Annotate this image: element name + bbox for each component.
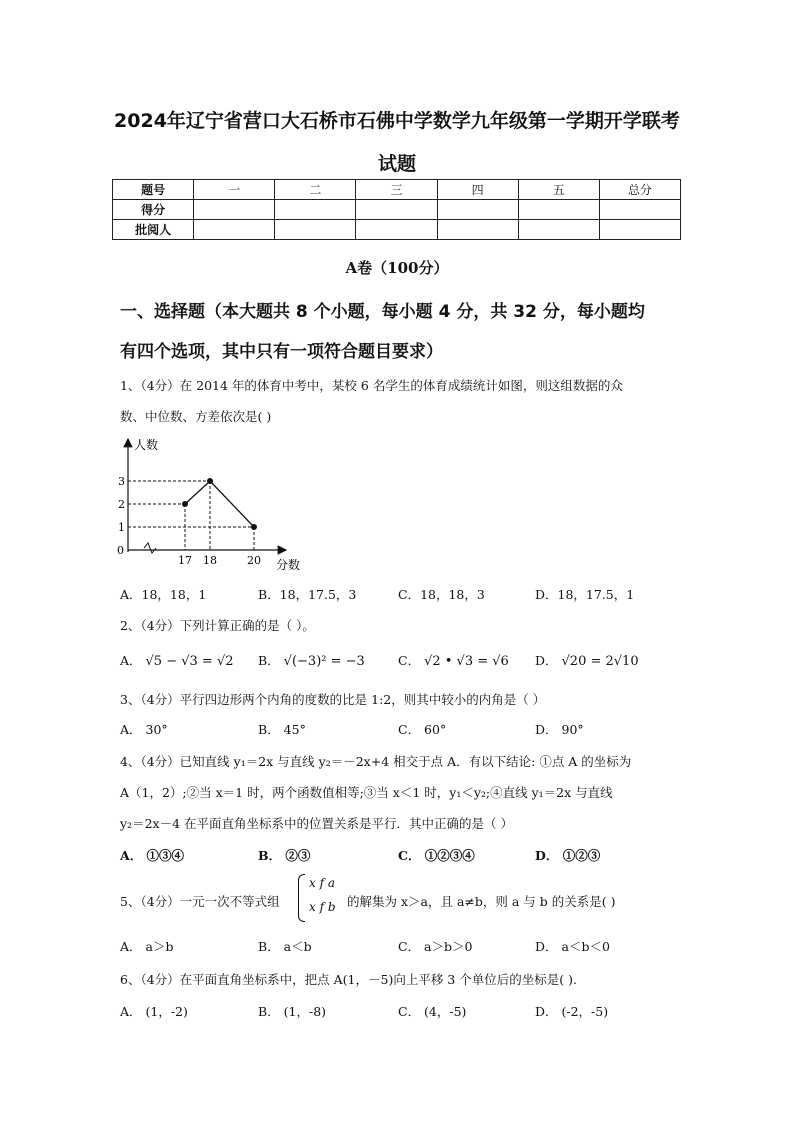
question-4-text-line3: y₂＝2x－4 在平面直角坐标系中的位置关系是平行．其中正确的是（ ） xyxy=(120,816,513,831)
q6-option-b[interactable]: B． (1，-8) xyxy=(258,1004,327,1019)
x-tick-label: 18 xyxy=(203,554,217,567)
y-tick-label: 1 xyxy=(118,521,125,534)
x-axis-label: 分数 xyxy=(276,558,301,572)
option-letter: B． xyxy=(258,653,280,668)
q6-option-a[interactable]: A． (1，-2) xyxy=(120,1004,188,1019)
q5-option-b[interactable]: B． a＜b xyxy=(258,939,312,954)
q1-option-b[interactable]: B．18，17.5，3 xyxy=(258,587,357,602)
q4-option-a[interactable]: A． ①③④ xyxy=(120,848,185,863)
score-cell[interactable] xyxy=(599,220,680,240)
table-header-cell: 总分 xyxy=(599,180,680,200)
score-cell[interactable] xyxy=(599,200,680,220)
x-tick-label: 17 xyxy=(178,554,192,567)
inequality-1: x f a xyxy=(309,876,335,890)
q5-option-d[interactable]: D． a＜b＜0 xyxy=(535,939,610,954)
score-table-row xyxy=(113,220,681,240)
q3-option-a[interactable]: A． 30° xyxy=(120,722,168,737)
page-title: 2024年辽宁省营口大石桥市石佛中学数学九年级第一学期开学联考 xyxy=(114,110,680,132)
data-point xyxy=(207,478,213,484)
series-line xyxy=(185,481,254,527)
table-header-cell: 一 xyxy=(194,180,275,200)
table-header-cell: 三 xyxy=(356,180,437,200)
question-2-text: 2、（4分）下列计算正确的是（ ）。 xyxy=(120,618,315,633)
q2-option-b-expr: √(−3)² = −3 xyxy=(283,654,365,669)
inequality-2: x f b xyxy=(309,900,336,914)
q2-option-a[interactable] xyxy=(120,651,234,669)
q2-option-d-expr: √20 = 2√10 xyxy=(561,654,639,669)
axis-break-mark xyxy=(144,543,156,553)
q4-option-b[interactable]: B． ②③ xyxy=(258,848,311,863)
question-5-suffix: 的解集为 x＞a，且 a≠b，则 a 与 b 的关系是( ) xyxy=(347,894,616,909)
brace-icon xyxy=(298,874,305,922)
table-header-cell: 二 xyxy=(275,180,356,200)
y-tick-label: 2 xyxy=(118,498,125,511)
q2-option-b[interactable] xyxy=(258,651,365,669)
q1-option-a[interactable]: A．18，18，1 xyxy=(120,587,207,602)
score-cell[interactable] xyxy=(518,220,599,240)
score-table-header-row xyxy=(113,180,681,200)
volume-label: A卷（100分） xyxy=(345,259,449,277)
q4-option-d[interactable]: D． ①②③ xyxy=(535,848,601,863)
score-cell[interactable] xyxy=(194,220,275,240)
q2-option-a-expr: √5 − √3 = √2 xyxy=(145,654,234,669)
q1-line-chart xyxy=(110,433,320,575)
option-letter: C． xyxy=(398,653,421,668)
score-cell[interactable] xyxy=(194,200,275,220)
score-table-row xyxy=(113,200,681,220)
section-heading: 一、选择题（本大题共 8 个小题，每小题 4 分，共 32 分，每小题均 xyxy=(120,302,645,322)
q5-option-c[interactable]: C． a＞b＞0 xyxy=(398,939,473,954)
score-table xyxy=(112,179,681,240)
x-tick-label: 20 xyxy=(247,554,261,567)
option-letter: D． xyxy=(535,653,558,668)
q3-option-c[interactable]: C． 60° xyxy=(398,722,447,737)
score-cell[interactable] xyxy=(437,200,518,220)
q2-option-c-expr: √2 • √3 = √6 xyxy=(424,654,509,669)
question-1-text: 1、（4分）在 2014 年的体育中考中，某校 6 名学生的体育成绩统计如图，则这组数据的众 xyxy=(120,378,623,393)
score-cell[interactable] xyxy=(518,200,599,220)
data-point xyxy=(251,524,257,530)
question-6-text: 6、（4分）在平面直角坐标系中，把点 A(1，－5)向上平移 3 个单位后的坐标是( ). xyxy=(120,972,577,987)
section-heading-line2: 有四个选项，其中只有一项符合题目要求） xyxy=(120,342,443,362)
q3-option-b[interactable]: B． 45° xyxy=(258,722,306,737)
table-header-cell: 五 xyxy=(518,180,599,200)
question-1-text-line2: 数、中位数、方差依次是( ) xyxy=(120,409,272,424)
table-header-cell: 题号 xyxy=(113,180,194,200)
y-axis-label: 人数 xyxy=(134,438,159,452)
q5-option-a[interactable]: A． a＞b xyxy=(120,939,174,954)
q3-option-d[interactable]: D． 90° xyxy=(535,722,584,737)
table-row-label: 得分 xyxy=(113,200,194,220)
data-point xyxy=(182,501,188,507)
origin-label: 0 xyxy=(117,544,124,557)
q6-option-d[interactable]: D． (-2，-5) xyxy=(535,1004,609,1019)
score-cell[interactable] xyxy=(356,220,437,240)
q4-option-c[interactable]: C． ①②③④ xyxy=(398,848,475,863)
table-header-cell: 四 xyxy=(437,180,518,200)
option-letter: A． xyxy=(120,653,142,668)
q2-option-d[interactable] xyxy=(535,651,639,669)
score-cell[interactable] xyxy=(437,220,518,240)
table-row-label: 批阅人 xyxy=(113,220,194,240)
q2-option-c[interactable] xyxy=(398,651,509,669)
page-title-line2: 试题 xyxy=(377,153,416,175)
y-tick-label: 3 xyxy=(118,475,125,488)
question-4-text-line2: A（1，2）;②当 x＝1 时，两个函数值相等;③当 x＜1 时，y₁＜y₂;④直线 y₁＝2x 与直线 xyxy=(120,785,613,800)
score-cell[interactable] xyxy=(275,220,356,240)
question-5-prefix: 5、（4分）一元一次不等式组 xyxy=(120,894,280,909)
score-cell[interactable] xyxy=(356,200,437,220)
score-cell[interactable] xyxy=(275,200,356,220)
q1-option-d[interactable]: D．18，17.5，1 xyxy=(535,587,635,602)
q1-option-c[interactable]: C．18，18，3 xyxy=(398,587,485,602)
question-3-text: 3、（4分）平行四边形两个内角的度数的比是 1:2，则其中较小的内角是（ ） xyxy=(120,692,546,707)
q6-option-c[interactable]: C． (4，-5) xyxy=(398,1004,467,1019)
question-4-text: 4、（4分）已知直线 y₁＝2x 与直线 y₂＝－2x+4 相交于点 A．有以下结论: ①点 A 的坐标为 xyxy=(120,754,632,769)
